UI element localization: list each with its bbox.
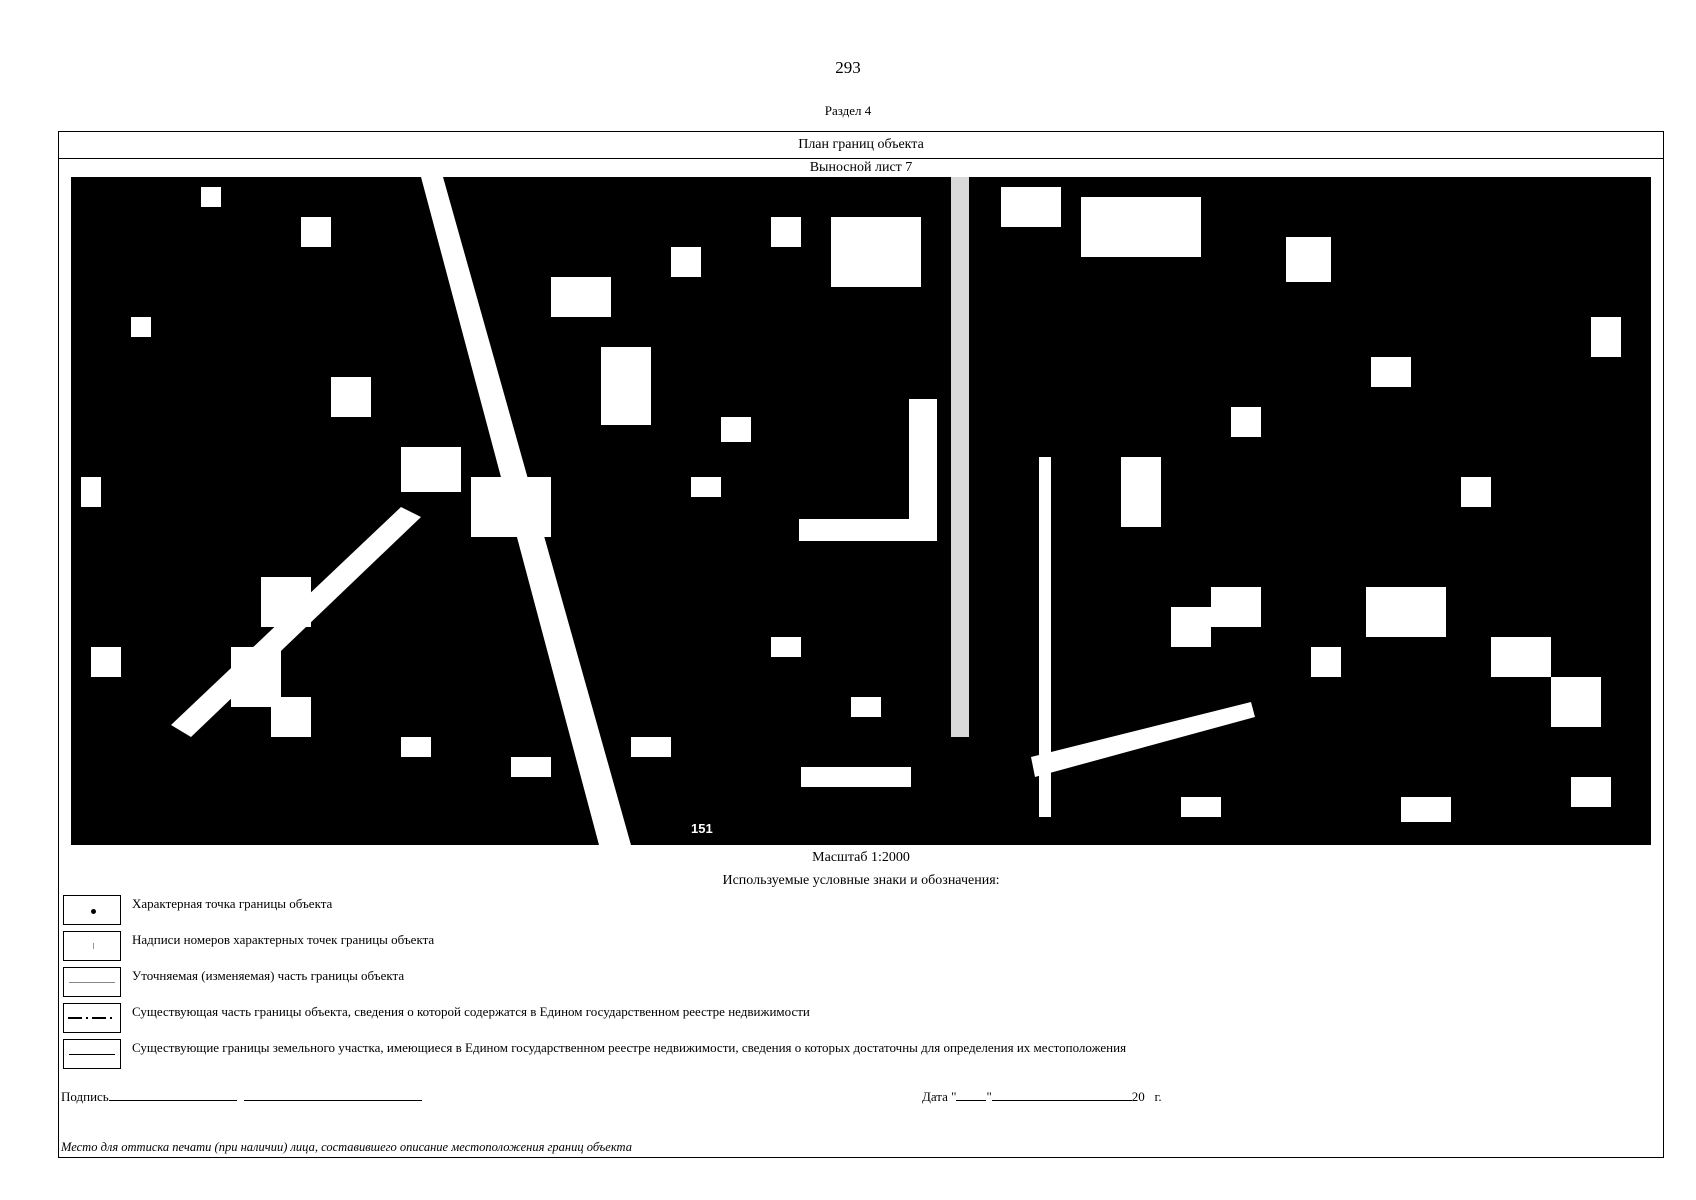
legend-label: Характерная точка границы объекта xyxy=(132,896,333,911)
date-day-line xyxy=(956,1087,986,1101)
date-year: 20 xyxy=(1131,1089,1145,1104)
signature-name-line xyxy=(244,1087,422,1101)
map-point-label: 151 xyxy=(691,821,713,836)
date-field xyxy=(922,1087,1162,1105)
date-prefix: Дата " xyxy=(922,1089,957,1104)
legend-label: Надписи номеров характерных точек границы объекта xyxy=(132,932,435,947)
legend-symbol-box xyxy=(63,967,121,997)
section-title: Раздел 4 xyxy=(824,103,872,118)
stamp-note: Место для оттиска печати (при наличии) лица, составившего описание местоположения границ объекта xyxy=(61,1140,632,1154)
page-number: 293 xyxy=(835,58,861,77)
signature-field xyxy=(61,1087,422,1105)
legend-symbol-box xyxy=(63,931,121,961)
legend-symbol-box xyxy=(63,1003,121,1033)
dot-icon xyxy=(91,909,96,914)
legend-symbol-box xyxy=(63,1039,121,1069)
legend-label: Существующая часть границы объекта, сведения о которой содержатся в Едином государственном реестре недвижимости xyxy=(132,1004,810,1019)
map-scale: Масштаб 1:2000 xyxy=(812,850,910,865)
date-month-line xyxy=(992,1087,1132,1101)
signature-label: Подпись xyxy=(61,1089,109,1104)
number-label-icon xyxy=(93,943,94,949)
date-quote: " xyxy=(986,1089,992,1104)
legend-label: Уточняемая (изменяемая) часть границы объекта xyxy=(132,968,405,983)
plan-title: План границ объекта xyxy=(798,137,924,152)
thin-line-icon xyxy=(69,982,115,983)
legend-label: Существующие границы земельного участка, имеющиеся в Едином государственном реестре недвижимости, сведения о которых достаточны для определения их местоположения xyxy=(132,1040,1127,1055)
signature-line xyxy=(109,1087,237,1101)
date-suffix: г. xyxy=(1154,1089,1162,1104)
sheet-title: Выносной лист 7 xyxy=(809,160,913,175)
map-image xyxy=(71,177,1651,845)
boundary-plan-map xyxy=(71,177,1651,845)
solid-line-icon xyxy=(69,1054,115,1055)
title-divider xyxy=(58,158,1664,159)
legend-symbol-box xyxy=(63,895,121,925)
legend-title: Используемые условные знаки и обозначения: xyxy=(722,873,1000,888)
dash-dot-line-icon xyxy=(64,1004,120,1032)
